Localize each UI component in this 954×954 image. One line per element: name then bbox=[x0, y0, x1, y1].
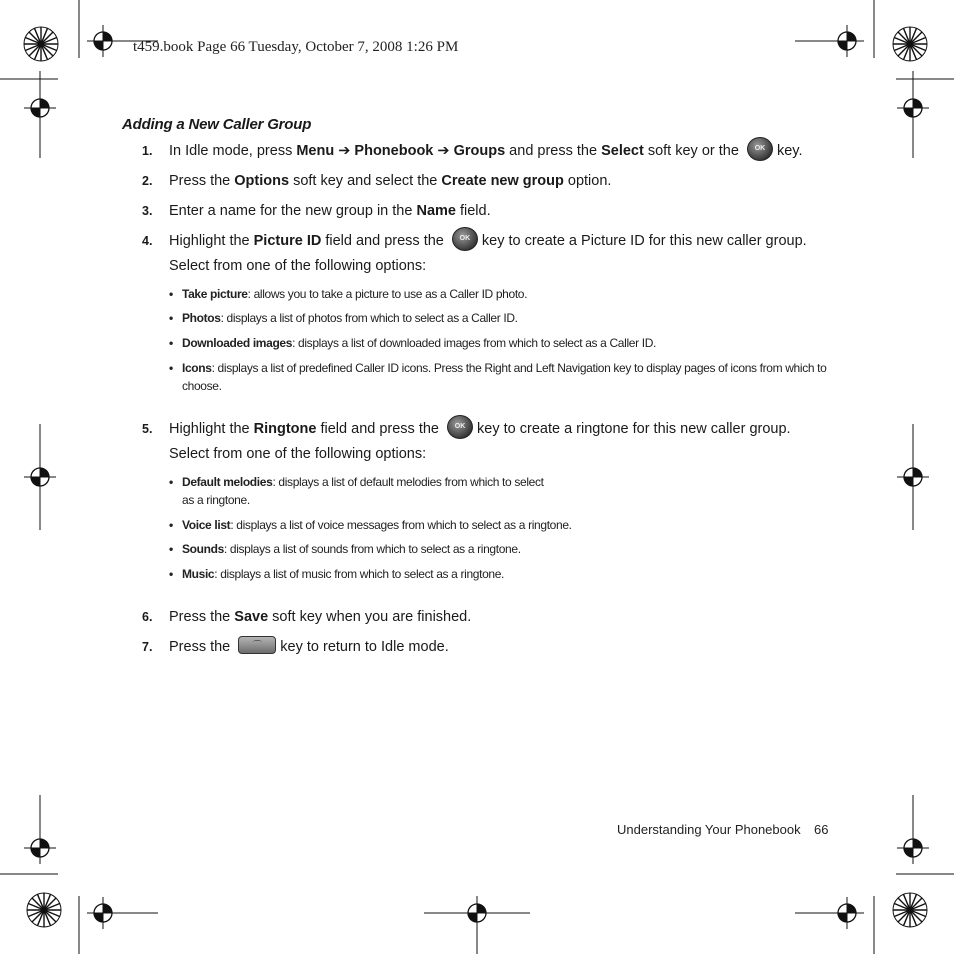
bullet-icon: • bbox=[169, 287, 173, 301]
bullet-icon: • bbox=[169, 336, 173, 350]
ringtone-term: Ringtone bbox=[253, 421, 317, 437]
step-number: 7. bbox=[142, 640, 153, 654]
step-text: Enter a name for the new group in the Name field. bbox=[169, 203, 491, 219]
name-term: Name bbox=[416, 203, 456, 219]
groups-term: Groups bbox=[453, 143, 506, 159]
step-text: Press the Save soft key when you are finished. bbox=[169, 609, 472, 625]
end-key-icon: ⌒ bbox=[238, 636, 276, 654]
section-title: Adding a New Caller Group bbox=[122, 116, 312, 133]
step-number: 1. bbox=[142, 144, 153, 158]
bullet-icon: • bbox=[169, 475, 173, 489]
options-term: Options bbox=[234, 173, 290, 189]
bullet-icon: • bbox=[169, 311, 173, 325]
ok-key-icon: OK bbox=[452, 227, 478, 251]
ok-key-icon: OK bbox=[447, 415, 473, 439]
step-text: Highlight the Ringtone field and press the OK key to create a ringtone for this new caller group. Select from one of the following options: bbox=[169, 417, 834, 467]
page-footer bbox=[617, 822, 829, 837]
step-number: 4. bbox=[142, 234, 153, 248]
ok-key-icon: OK bbox=[747, 137, 773, 161]
chapter-title: Understanding Your Phonebook bbox=[617, 822, 801, 837]
bullet-icon: • bbox=[169, 542, 173, 556]
step-number: 5. bbox=[142, 422, 153, 436]
phonebook-term: Phonebook bbox=[354, 143, 434, 159]
step-text: Press the ⌒ key to return to Idle mode. bbox=[169, 635, 834, 660]
picture-id-term: Picture ID bbox=[253, 233, 322, 249]
book-header-line: t459.book Page 66 Tuesday, October 7, 2008 1:26 PM bbox=[133, 39, 459, 55]
page-number: 66 bbox=[814, 822, 829, 837]
bullet-icon: • bbox=[169, 361, 173, 375]
step-number: 6. bbox=[142, 610, 153, 624]
step-text: Press the Options soft key and select the Create new group option. bbox=[169, 173, 612, 189]
bullet-icon: • bbox=[169, 567, 173, 581]
step-text: In Idle mode, press Menu ➔ Phonebook ➔ Groups and press the Select soft key or the OK key. bbox=[169, 139, 834, 164]
step-number: 2. bbox=[142, 174, 153, 188]
select-term: Select bbox=[601, 143, 644, 159]
save-term: Save bbox=[234, 609, 269, 625]
create-new-group-term: Create new group bbox=[441, 173, 564, 189]
step-number: 3. bbox=[142, 204, 153, 218]
bullet-icon: • bbox=[169, 518, 173, 532]
menu-term: Menu bbox=[296, 143, 335, 159]
step-text: Highlight the Picture ID field and press the OK key to create a Picture ID for this new caller group. Select from one of the following options: bbox=[169, 229, 834, 279]
